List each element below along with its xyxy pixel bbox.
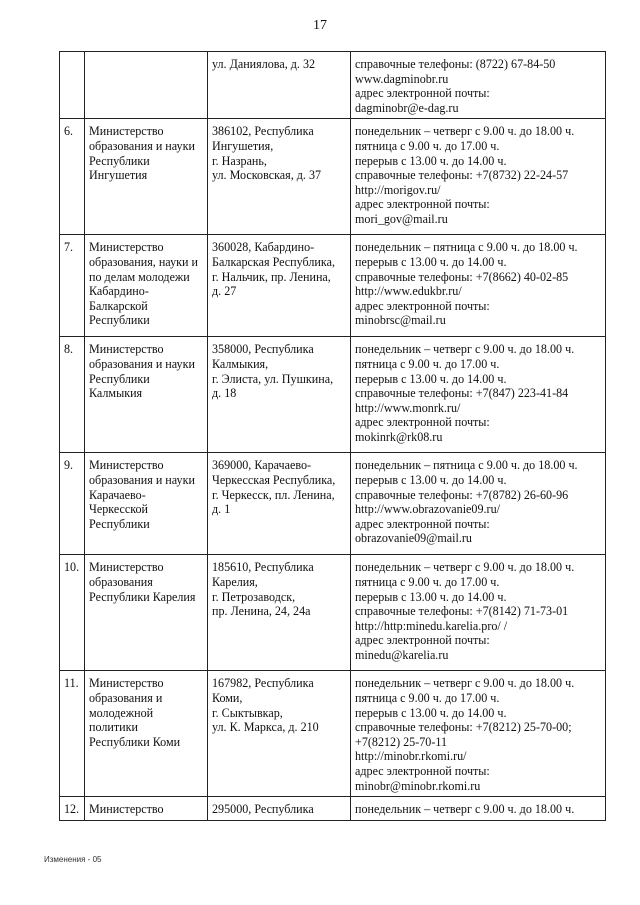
ministry-name-line: Калмыкия [89, 386, 143, 401]
address-line: д. 18 [212, 386, 237, 401]
ministry-name-line: Республики [89, 313, 150, 328]
contact-info-cell [351, 555, 606, 671]
contact-info-line: mokinrk@rk08.ru [355, 429, 443, 444]
row-number: 10. [60, 555, 85, 671]
address-line: г. Назрань, [212, 153, 267, 168]
address-line: ул. Московская, д. 37 [212, 168, 322, 183]
row-number: 8. [60, 337, 85, 453]
row-number: 7. [60, 235, 85, 337]
contact-info-line: minedu@karelia.ru [355, 647, 449, 662]
address-cell [208, 797, 351, 821]
ministry-name-cell [85, 453, 208, 555]
ministry-name-line: Балкарской [89, 298, 148, 313]
contact-info-line: справочные телефоны: +7(8212) 25-70-00; [355, 720, 572, 735]
contact-info-line: понедельник – пятница с 9.00 ч. до 18.00 ч. [355, 458, 578, 473]
address-line: 369000, Карачаево- [212, 458, 312, 473]
ministry-name-line: Черкесской [89, 502, 149, 517]
contact-info-line: пятница с 9.00 ч. до 17.00 ч. [355, 574, 500, 589]
contact-info-line: справочные телефоны: +7(847) 223-41-84 [355, 386, 569, 401]
address-line: Карелия, [212, 574, 258, 589]
contact-info-line: перерыв с 13.00 ч. до 14.00 ч. [355, 472, 507, 487]
row-number: 9. [60, 453, 85, 555]
contact-info-line: minobr@minobr.rkomi.ru [355, 778, 481, 793]
table-row [60, 337, 606, 453]
address-line: 295000, Республика [212, 802, 314, 817]
ministry-name-cell [85, 555, 208, 671]
ministry-name-cell [85, 671, 208, 797]
contact-info-line: http://www.monrk.ru/ [355, 400, 461, 415]
contact-info-line: понедельник – четверг с 9.00 ч. до 18.00 ч. [355, 342, 575, 357]
ministry-name-line: политики [89, 720, 138, 735]
contact-info-line: перерыв с 13.00 ч. до 14.00 ч. [355, 589, 507, 604]
contact-info-line: www.dagminobr.ru [355, 71, 449, 86]
contact-info-line: адрес электронной почты: [355, 516, 490, 531]
address-line: 358000, Республика [212, 342, 314, 357]
address-line: 185610, Республика [212, 560, 314, 575]
contact-info-line: понедельник – четверг с 9.00 ч. до 18.00 ч. [355, 124, 575, 139]
address-cell [208, 671, 351, 797]
ministry-name-line: Министерство [89, 802, 164, 817]
contact-info-line: адрес электронной почты: [355, 415, 490, 430]
contact-info-line: пятница с 9.00 ч. до 17.00 ч. [355, 138, 500, 153]
address-line: Калмыкия, [212, 356, 269, 371]
contact-info-cell [351, 235, 606, 337]
contact-info-line: пятница с 9.00 ч. до 17.00 ч. [355, 356, 500, 371]
row-number [60, 52, 85, 119]
row-number: 12. [60, 797, 85, 821]
contact-info-line: http://morigov.ru/ [355, 182, 441, 197]
address-line: г. Петрозаводск, [212, 589, 296, 604]
ministry-name-line: Республики [89, 516, 150, 531]
revision-note: Изменения - 05 [44, 855, 102, 864]
address-line: г. Элиста, ул. Пушкина, [212, 371, 334, 386]
contact-info-cell [351, 337, 606, 453]
address-cell [208, 235, 351, 337]
contact-info-line: адрес электронной почты: [355, 633, 490, 648]
contact-info-line: http://www.edukbr.ru/ [355, 284, 462, 299]
address-line: д. 27 [212, 284, 237, 299]
ministry-name-line: образования и науки [89, 356, 195, 371]
contact-info-line: пятница с 9.00 ч. до 17.00 ч. [355, 690, 500, 705]
contact-info-line: адрес электронной почты: [355, 298, 490, 313]
address-line: г. Сыктывкар, [212, 705, 283, 720]
ministry-name-line: образования и [89, 690, 163, 705]
contact-info-line: dagminobr@e-dag.ru [355, 100, 459, 115]
address-line: г. Нальчик, пр. Ленина, [212, 269, 331, 284]
ministry-name-line: Ингушетия [89, 168, 148, 183]
ministry-name-cell [85, 52, 208, 119]
ministry-name-line: Республики [89, 371, 150, 386]
ministry-name-line: образования [89, 574, 153, 589]
contact-info-cell [351, 671, 606, 797]
contact-info-cell [351, 52, 606, 119]
ministry-name-line: образования и науки [89, 138, 195, 153]
ministry-name-line: Министерство [89, 240, 164, 255]
ministry-name-line: Республики [89, 153, 150, 168]
address-cell [208, 337, 351, 453]
address-line: ул. К. Маркса, д. 210 [212, 720, 319, 735]
address-cell [208, 119, 351, 235]
ministry-name-line: Карачаево- [89, 487, 146, 502]
ministry-name-cell [85, 337, 208, 453]
contact-info-line: перерыв с 13.00 ч. до 14.00 ч. [355, 153, 507, 168]
address-cell [208, 555, 351, 671]
contact-info-line: понедельник – четверг с 9.00 ч. до 18.00 ч. [355, 802, 575, 817]
ministry-name-cell [85, 797, 208, 821]
contact-info-line: справочные телефоны: +7(8142) 71-73-01 [355, 604, 569, 619]
row-number: 6. [60, 119, 85, 235]
ministry-name-line: молодежной [89, 705, 154, 720]
ministry-name-line: по делам молодежи [89, 269, 190, 284]
contact-info-line: понедельник – четверг с 9.00 ч. до 18.00 ч. [355, 676, 575, 691]
ministries-table-body [60, 52, 606, 821]
address-line: д. 1 [212, 502, 231, 517]
address-line: 386102, Республика [212, 124, 314, 139]
address-line: пр. Ленина, 24, 24а [212, 604, 311, 619]
address-line: Коми, [212, 690, 243, 705]
address-line: Ингушетия, [212, 138, 274, 153]
page-number: 17 [313, 18, 327, 33]
contact-info-line: obrazovanie09@mail.ru [355, 531, 472, 546]
contact-info-line: http://http:minedu.karelia.pro/ / [355, 618, 508, 633]
contact-info-line: адрес электронной почты: [355, 86, 490, 101]
address-cell [208, 52, 351, 119]
contact-info-line: справочные телефоны: +7(8732) 22-24-57 [355, 168, 569, 183]
ministry-name-line: Министерство [89, 124, 164, 139]
ministry-name-line: Министерство [89, 342, 164, 357]
ministries-table [59, 51, 606, 821]
contact-info-line: понедельник – четверг с 9.00 ч. до 18.00 ч. [355, 560, 575, 575]
ministry-name-cell [85, 119, 208, 235]
table-row [60, 52, 606, 119]
contact-info-line: понедельник – пятница с 9.00 ч. до 18.00 ч. [355, 240, 578, 255]
address-line: 167982, Республика [212, 676, 314, 691]
address-cell [208, 453, 351, 555]
ministry-name-line: образования, науки и [89, 254, 198, 269]
contact-info-cell [351, 797, 606, 821]
contact-info-line: адрес электронной почты: [355, 197, 490, 212]
address-line: 360028, Кабардино- [212, 240, 315, 255]
contact-info-line: перерыв с 13.00 ч. до 14.00 ч. [355, 371, 507, 386]
ministry-name-line: Министерство [89, 676, 164, 691]
contact-info-line: справочные телефоны: +7(8782) 26-60-96 [355, 487, 569, 502]
ministry-name-cell [85, 235, 208, 337]
ministry-name-line: Министерство [89, 458, 164, 473]
ministry-name-line: Республики Коми [89, 734, 181, 749]
address-line: ул. Даниялова, д. 32 [212, 57, 316, 71]
contact-info-cell [351, 119, 606, 235]
ministry-name-line: образования и науки [89, 472, 195, 487]
ministry-name-line: Кабардино- [89, 284, 149, 299]
contact-info-line: справочные телефоны: +7(8662) 40-02-85 [355, 269, 569, 284]
contact-info-line: mori_gov@mail.ru [355, 211, 448, 226]
address-line: г. Черкесск, пл. Ленина, [212, 487, 335, 502]
contact-info-line: адрес электронной почты: [355, 763, 490, 778]
contact-info-line: справочные телефоны: (8722) 67-84-50 [355, 57, 556, 71]
ministry-name-line: Министерство [89, 560, 164, 575]
table-row [60, 555, 606, 671]
table-row [60, 453, 606, 555]
contact-info-line: +7(8212) 25-70-11 [355, 734, 448, 749]
ministry-name-line: Республики Карелия [89, 589, 196, 604]
contact-info-line: http://minobr.rkomi.ru/ [355, 749, 467, 764]
contact-info-line: minobrsc@mail.ru [355, 313, 446, 328]
address-line: Черкесская Республика, [212, 472, 336, 487]
row-number: 11. [60, 671, 85, 797]
contact-info-line: перерыв с 13.00 ч. до 14.00 ч. [355, 705, 507, 720]
table-row [60, 797, 606, 821]
contact-info-line: перерыв с 13.00 ч. до 14.00 ч. [355, 254, 507, 269]
table-row [60, 119, 606, 235]
table-row [60, 671, 606, 797]
contact-info-line: http://www.obrazovanie09.ru/ [355, 502, 500, 517]
contact-info-cell [351, 453, 606, 555]
address-line: Балкарская Республика, [212, 254, 335, 269]
table-row [60, 235, 606, 337]
